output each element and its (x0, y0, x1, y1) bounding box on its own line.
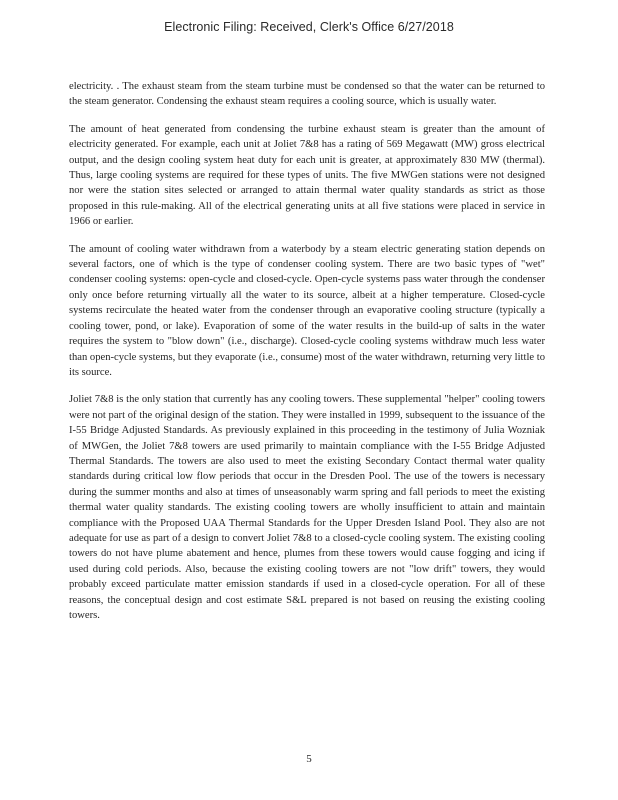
filing-stamp: Electronic Filing: Received, Clerk's Office 6/27/2018 (164, 20, 454, 34)
paragraph-steam-condensing: electricity. . The exhaust steam from the steam turbine must be condensed so that the water can be returned to the steam generator. Condensing the exhaust steam requires a cooling source, which is usually water. (69, 81, 545, 108)
paragraph-cooling-systems: The amount of cooling water withdrawn from a waterbody by a steam electric generating station depends on several factors, one of which is the type of condenser cooling system. There are two basic types of "wet" condenser cooling systems: open-cycle and closed-cycle. Open-cycle systems pass water through the condenser only once before returning virtually all the water to its source, albeit at a higher temperature. Closed-cycle systems recirculate the heated water from the condenser through an evaporative cooling structure (typically a cooling tower, pond, or lake). Evaporation of some of the water results in the build-up of salts in the water requires the system to "blow down" (i.e., discharge). Closed-cycle cooling systems withdraw much less water than open-cycle systems, but they evaporate (i.e., consume) most of the water withdrawn, returning very little to its source. (69, 243, 545, 378)
document-body (69, 79, 545, 635)
page-number: 5 (306, 753, 312, 765)
paragraph-heat-generation: The amount of heat generated from condensing the turbine exhaust steam is greater than the amount of electricity generated. For example, each unit at Joliet 7&8 has a rating of 569 Megawatt (MW) gross electrical output, and the design cooling system heat duty for each unit is greater, at approximately 830 MW (thermal). Thus, large cooling systems are required for these types of units. The five MWGen stations were not designed nor were the station sites selected or arranged to attain thermal water quality standards as strict as those proposed in this rule-making. All of the electrical generating units at all five stations were placed in service in 1966 or earlier. (69, 123, 545, 228)
paragraph-joliet-cooling-towers: Joliet 7&8 is the only station that currently has any cooling towers. These supplemental "helper" cooling towers were not part of the original design of the station. They were installed in 1999, subsequent to the issuance of the I-55 Bridge Adjusted Standards. As previously explained in this proceeding in the testimony of Julia Wozniak of MWGen, the Joliet 7&8 towers are used primarily to maintain compliance with the I-55 Bridge Adjusted Thermal Standards. The towers are also used to meet the existing Secondary Contact thermal water quality standards during critical low flow periods that occur in the Dresden Pool. The use of the towers is necessary during the summer months and also at times of unseasonably warm spring and fall periods to meet the existing thermal water quality standards. The existing cooling towers are wholly insufficient to attain and maintain compliance with the Proposed UAA Thermal Standards for the Upper Dresden Island Pool. They also are not adequate for use as part of a design to convert Joliet 7&8 to a closed-cycle cooling system. The existing cooling towers do not have plume abatement and hence, plumes from these towers would cause fogging and icing if used during cold periods. Also, because the existing cooling towers are not "low drift" towers, they would probably exceed particulate matter emission standards if used in a closed-cycle operation. For all of these reasons, the conceptual design and cost estimate S&L prepared is not based on reusing the existing cooling towers. (69, 394, 545, 621)
